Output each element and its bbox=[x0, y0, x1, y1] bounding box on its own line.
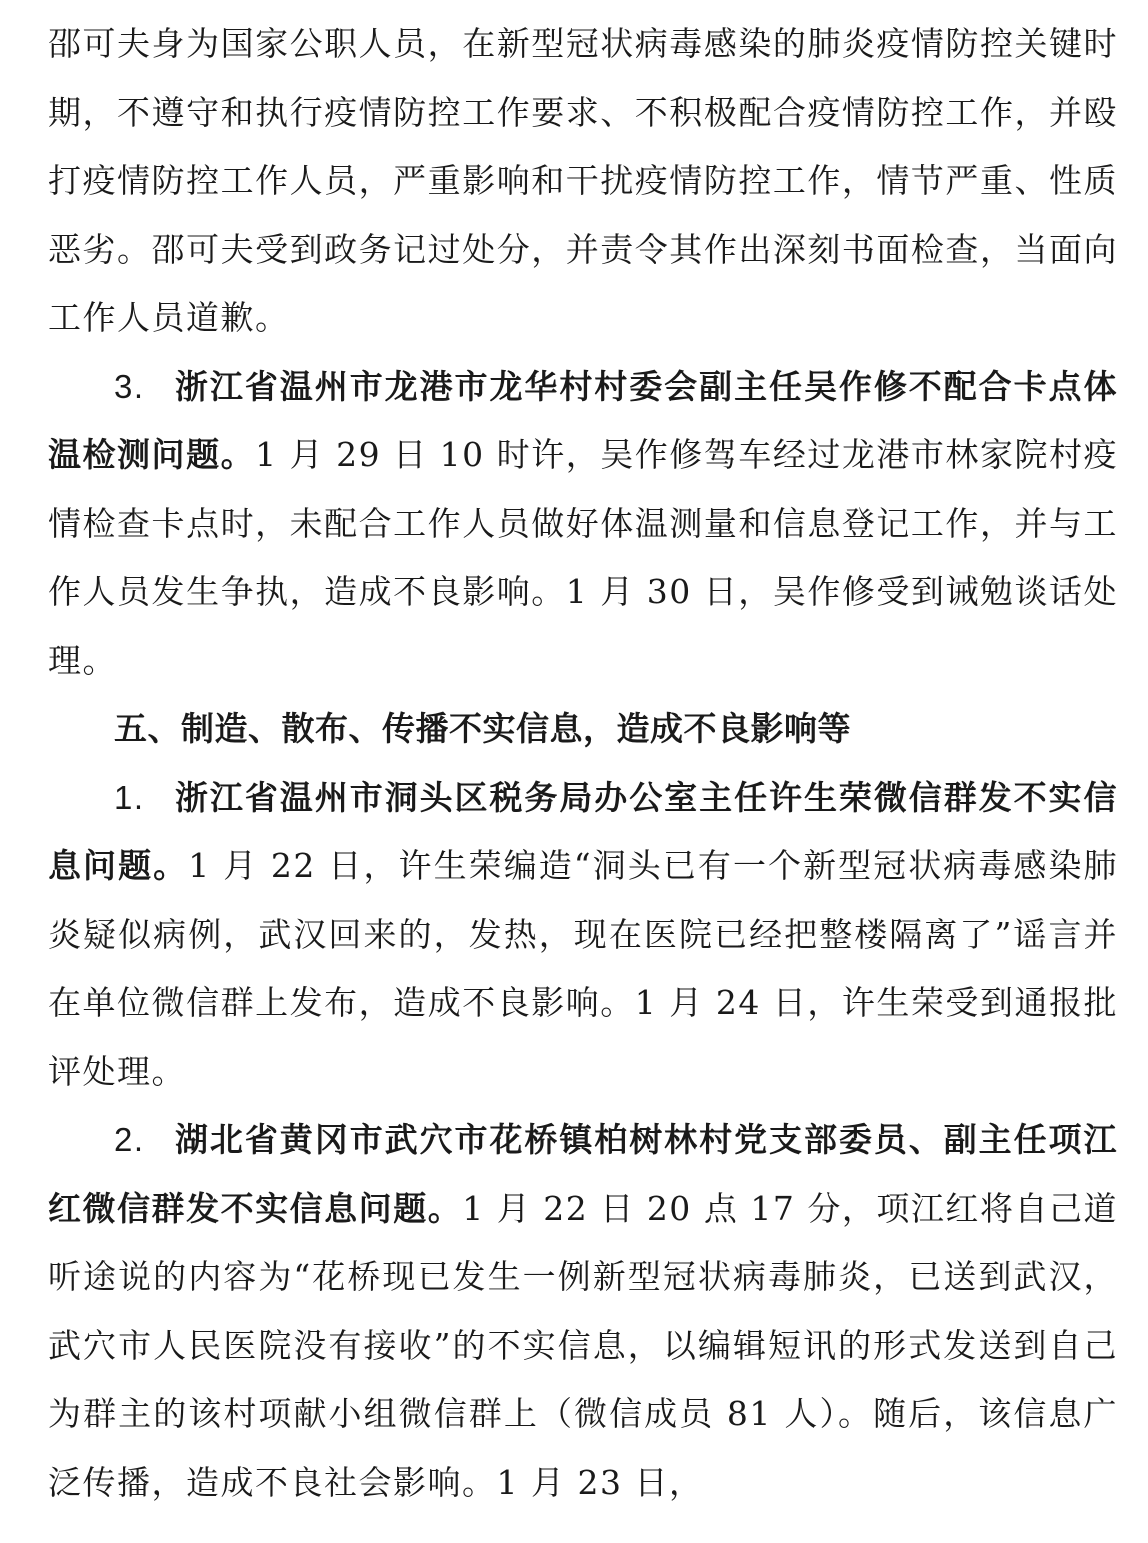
case-title: 浙江省温州市龙港市龙华村村委会副主任吴作修不配合卡点体温检测问题。 bbox=[48, 366, 1118, 474]
case-body: 1 月 22 日 20 点 17 分，项江红将自己道听途说的内容为“花桥现已发生一例新型冠状病毒肺炎，已送到武汉，武穴市人民医院没有接收”的不实信息，以编辑短讯的形式发送到自己为群主的该村项献小组微信群上（微信成员 81 人）。随后，该信息广泛传播，造成不良社会影响。1 月 23 日， bbox=[48, 1188, 1119, 1502]
case-number: 1. bbox=[114, 778, 145, 816]
case-body: 1 月 22 日，许生荣编造“洞头已有一个新型冠状病毒感染肺炎疑似病例，武汉回来的，发热，现在医院已经把整楼隔离了”谣言并在单位微信群上发布，造成不良影响。1 月 24 日，许生荣受到通报批评处理。 bbox=[48, 846, 1119, 1091]
case-number: 3. bbox=[114, 367, 145, 405]
case-xu-shengrong bbox=[48, 764, 1118, 1107]
case-title: 湖北省黄冈市武穴市花桥镇柏树林村党支部委员、副主任项江红微信群发不实信息问题。 bbox=[48, 1120, 1118, 1228]
document-page bbox=[48, 10, 1118, 1517]
case-wu-zuoxiu bbox=[48, 353, 1118, 696]
case-title: 浙江省温州市洞头区税务局办公室主任许生荣微信群发不实信息问题。 bbox=[48, 777, 1118, 885]
paragraph-shao-kefu-conclusion: 邵可夫身为国家公职人员，在新型冠状病毒感染的肺炎疫情防控关键时期，不遵守和执行疫情防控工作要求、不积极配合疫情防控工作，并殴打疫情防控工作人员，严重影响和干扰疫情防控工作，情节严重、性质恶劣。邵可夫受到政务记过处分，并责令其作出深刻书面检查，当面向工作人员道歉。 bbox=[48, 24, 1118, 337]
case-number: 2. bbox=[114, 1121, 145, 1158]
section-heading-five: 五、制造、散布、传播不实信息，造成不良影响等 bbox=[114, 709, 851, 748]
case-body: 1 月 29 日 10 时许，吴作修驾车经过龙港市林家院村疫情检查卡点时，未配合工作人员做好体温测量和信息登记工作，并与工作人员发生争执，造成不良影响。1 月 30 日，吴作修受到诫勉谈话处理。 bbox=[48, 435, 1119, 680]
case-xiang-jianghong bbox=[48, 1106, 1118, 1517]
